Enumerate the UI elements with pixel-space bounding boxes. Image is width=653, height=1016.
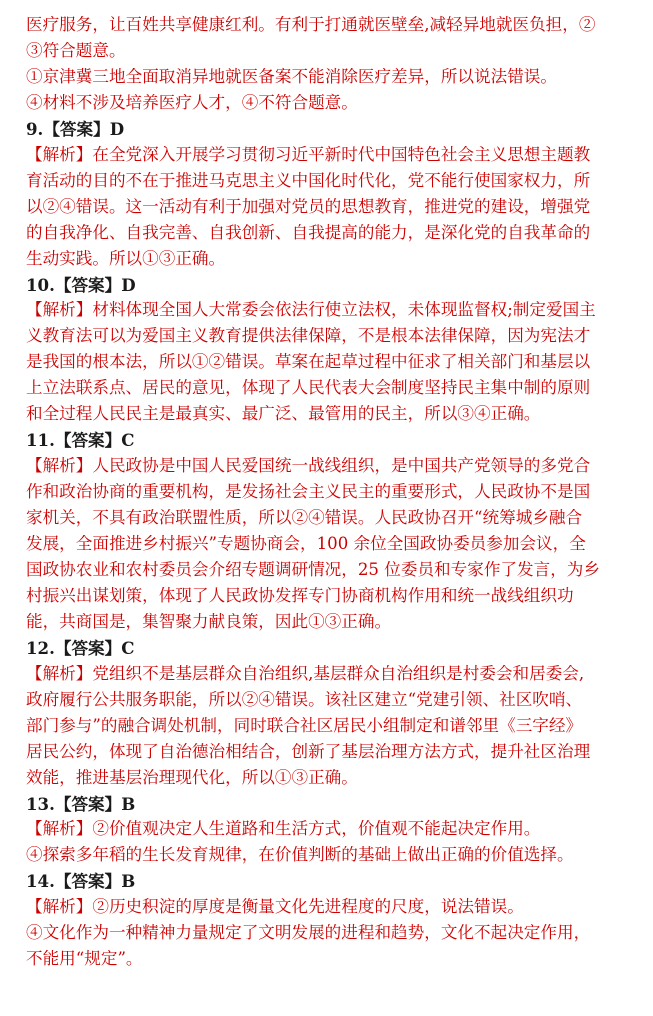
explanation-line: ④探索多年稻的生长发育规律，在价值判断的基础上做出正确的价值选择。: [26, 845, 574, 865]
answer-heading: 14.【答案】B: [26, 871, 136, 892]
explanation-line: 居民公约，体现了自治德治相结合，创新了基层治理方法方式，提升社区治理: [26, 741, 591, 761]
answer-heading: 13.【答案】B: [26, 793, 136, 814]
explanation-line: 医疗服务，让百姓共享健康红利。有利于打通就医壁垒,减轻异地就医负担，②: [26, 15, 596, 34]
explanation-line: 和全过程人民民主是最真实、最广泛、最管用的民主，所以③④正确。: [26, 404, 541, 424]
explanation-line: 义教育法可以为爱国主义教育提供法律保障，不是根本法律保障，因为宪法才: [26, 326, 591, 346]
explanation-line: 家机关，不具有政治联盟性质，所以②④错误。人民政协召开“统筹城乡融合: [26, 508, 583, 528]
explanation-line: 育活动的目的不在于推进马克思主义中国化时代化，党不能行使国家权力，所: [26, 170, 591, 190]
explanation-line: 部门参与”的融合调处机制，同时联合社区居民小组制定和谱邻里《三字经》: [26, 715, 583, 735]
explanation-line: 发展，全面推进乡村振兴”专题协商会，100 余位全国政协委员参加会议，全: [26, 534, 586, 553]
answer-heading: 9.【答案】D: [26, 118, 125, 139]
explanation-line: 的自我净化、自我完善、自我创新、自我提高的能力，是深化党的自我革命的: [26, 222, 591, 242]
explanation-line: 能，共商国是，集智聚力献良策，因此①③正确。: [26, 611, 392, 631]
explanation-line: 生动实践。所以①③正确。: [26, 248, 226, 268]
explanation-line: 【解析】党组织不是基层群众自治组织,基层群众自治组织是村委会和居委会,: [26, 663, 585, 683]
answer-heading: 11.【答案】C: [26, 430, 135, 451]
explanation-line: 以②④错误。这一活动有利于加强对党员的思想教育，推进党的建设，增强党: [26, 196, 591, 216]
explanation-line: 【解析】在全党深入开展学习贯彻习近平新时代中国特色社会主义思想主题教: [26, 144, 591, 164]
explanation-line: 效能，推进基层治理现代化，所以①③正确。: [26, 767, 358, 787]
explanation-line: 上立法联系点、居民的意见，体现了人民代表大会制度坚持民主集中制的原则: [26, 378, 591, 398]
explanation-line: 【解析】②价值观决定人生道路和生活方式，价值观不能起决定作用。: [26, 819, 541, 839]
explanation-line: 是我国的根本法，所以①②错误。草案在起草过程中征求了相关部门和基层以: [26, 352, 591, 372]
answer-heading: 10.【答案】D: [26, 274, 136, 295]
explanation-line: 【解析】材料体现全国人大常委会依法行使立法权，未体现监督权;制定爱国主: [26, 300, 596, 320]
explanation-line: 【解析】人民政协是中国人民爱国统一战线组织，是中国共产党领导的多党合: [26, 456, 591, 476]
explanation-line: 作和政治协商的重要机构，是发扬社会主义民主的重要形式，人民政协不是国: [26, 482, 591, 502]
explanation-line: ④材料不涉及培养医疗人才，④不符合题意。: [26, 92, 358, 112]
answer-heading: 12.【答案】C: [26, 637, 135, 658]
explanation-line: 【解析】②历史积淀的厚度是衡量文化先进程度的尺度，说法错误。: [26, 897, 524, 917]
explanation-line: 不能用“规定”。: [26, 949, 143, 969]
explanation-line: 村振兴出谋划策，体现了人民政协发挥专门协商机构作用和统一战线组织功: [26, 585, 574, 605]
explanation-line: ①京津冀三地全面取消异地就医备案不能消除医疗差异，所以说法错误。: [26, 66, 557, 86]
explanation-line: 国政协农业和农村委员会介绍专题调研情况，25 位委员和专家作了发言，为乡: [26, 559, 600, 579]
explanation-line: ③符合题意。: [26, 40, 126, 60]
explanation-line: 政府履行公共服务职能，所以②④错误。该社区建立“党建引领、社区吹哨、: [26, 689, 583, 709]
explanation-line: ④文化作为一种精神力量规定了文明发展的进程和趋势，文化不起决定作用，: [26, 923, 591, 943]
